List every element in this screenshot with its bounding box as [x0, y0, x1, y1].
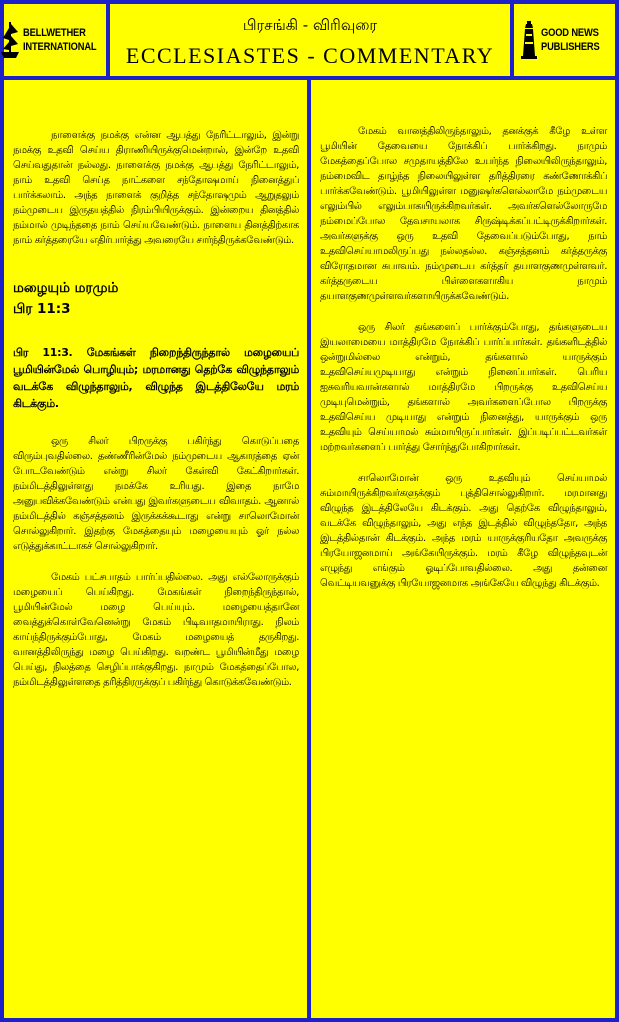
- left-paragraph-1: நாளைக்கு நமக்கு என்ன ஆபத்து நேரிட்டாலும், இன்று நமக்கு உதவி செய்ய திராணியிருக்குமென்றால், இன்றே உதவி செய்வதுதான் நல்லது. நாளைக்கு நமக்கு ஆபத்து நேரிட்டாலும், நாம் உதவி செய்த நாட்களை சந்தோஷமாய் நினைத்துப் பார்க்கலாம். அந்த நாளைக் குறித்த சந்தோஷமும் ஆறுதலும் நம்முடைய இருதயத்தில் நிரம்பியிருக்கும். இன்றைய தினத்தில் நம்மால் முடிந்ததை நாம் செய்யவேண்டும். நாளைய தினத்திற்காக நாம் கர்த்தரையே எதிர்பார்த்து அவரையே சார்ந்திருக்கவேண்டும்.: [13, 130, 299, 246]
- right-logo-line2: PUBLISHERS: [540, 41, 600, 53]
- left-logo-line1: BELLWETHER: [23, 27, 87, 39]
- left-paragraph-3: மேகம் பட்சபாதம் பார்ப்பதில்லை. அது எல்லோருக்கும் மழையைப் பெய்கிறது. மேகங்கள் நிறைந்திருந்தால், பூமியின்மேல் மழை பெய்யும். மழையைத்தானே வைத்துக்கொள்வேனென்று மேகம் பிடிவாதமாயிராது. நிலம் காய்ந்திருக்கும்போது, மேகம் மழையைத் தருகிறது. வானத்திலிருந்து மழை பெய்கிறது. வறண்ட பூமியின்மீது மழை பெய்து, நிலத்தை செழிப்பாக்குகிறது. நாமும் மேகத்தைப்போல, நம்மிடத்திலுள்ளதை தரித்திரருக்குப் பகிர்ந்து கொடுக்கவேண்டும்.: [13, 572, 299, 688]
- ship-icon: [0, 20, 20, 60]
- title-tamil: பிரசங்கி - விரிவுரை: [242, 16, 378, 34]
- bellwether-logo: [4, 4, 106, 76]
- section-heading-reference: பிர 11:3: [13, 301, 71, 317]
- right-column: [311, 80, 615, 1018]
- section-heading: [13, 278, 299, 320]
- left-paragraph-2: ஒரு சிலர் பிறருக்கு பகிர்ந்து கொடுப்பதை விரும்புவதில்லை. தண்ணீரின்மேல் நம்முடைய ஆகாரத்தை ஏன் போடவேண்டும் என்று சிலர் கேள்வி கேட்கிறார்கள். நம்மிடத்திலுள்ளது நமக்கே உரியது. இதை நாமே அனுபவிக்கவேண்டும் என்பது இவர்களுடைய விவாதம். ஆனால் நம்மிடத்தில் கஞ்சத்தனம் இருக்கக்கூடாது என்று சாலொமோன் சொல்லுகிறார். இதற்கு மேகத்தையும் மழையையும் ஓர் நல்ல எடுத்துக்காட்டாகச் சொல்லுகிறார்.: [13, 436, 299, 552]
- good-news-logo: [514, 4, 615, 76]
- page-header: [110, 4, 510, 76]
- lighthouse-icon: [520, 20, 538, 60]
- right-paragraph-2: ஒரு சிலர் தங்களைப் பார்க்கும்போது, தங்களுடைய இயலாமையை மாத்திரமே நோக்கிப் பார்ப்பார்கள். தங்களிடத்தில் ஒன்றுமில்லை என்றும், தங்களால் யாருக்கும் உதவிசெய்யமுடியாது என்றும் நினைப்பார்கள். பெரிய ஐசுவரியவான்களால் மாத்திரமே பிறருக்கு உதவிசெய்ய முடியுமென்றும், தங்களால் அவர்களைப்போல பிறருக்கு உதவிசெய்ய முடியாது என்றும் நினைத்து, யாருக்கும் ஒரு உதவியும் செய்யாமல் சும்மாயிருப்பார்கள். இப்படிப்பட்டவர்கள் மற்றவர்களைப் பார்த்து சோர்ந்துபோகிறார்கள்.: [320, 322, 607, 453]
- section-heading-title: மழையும் மரமும்: [13, 280, 119, 296]
- bible-verse: பிர 11:3. மேகங்கள் நிறைந்திருந்தால் மழையைப் பூமியின்மேல் பொழியும்; மரமானது தெற்கே விழுந்தாலும் வடக்கே விழுந்தாலும், விழுந்த இடத்திலேயே மரம் கிடக்கும்.: [13, 346, 299, 410]
- right-paragraph-3: சாலொமோன் ஒரு உதவியும் செய்யாமல் சும்மாயிருக்கிறவர்களுக்கும் புத்திசொல்லுகிறார். மரமானது விழுந்த இடத்திலேயே கிடக்கும். அது தெற்கே விழுந்தாலும், வடக்கே விழுந்தாலும், அது எந்த இடத்தில் விழுந்ததோ, அந்த இடத்தில்தான் கிடக்கும். அந்த மரம் யாருக்குரியதோ அவருக்கு பிரயோஜனமாய் அங்கேயிருக்கும். மரம் கீழே விழுந்தவுடன் எழுந்து எங்கும் ஓடிப்போவதில்லை. அது தன்னை வெட்டியவனுக்கு பிரயோஜனமாக அங்கேயே விழுந்து கிடக்கும்.: [320, 473, 607, 589]
- left-logo-line2: INTERNATIONAL: [23, 41, 97, 53]
- left-column: [4, 80, 307, 1018]
- right-logo-line1: GOOD NEWS: [540, 27, 599, 39]
- right-paragraph-1: மேகம் வானத்திலிருந்தாலும், தனக்குக் கீழே உள்ள பூமியின் தேவையை நோக்கிப் பார்க்கிறது. நாமும் மேகத்தைப்போல சமுதாயத்திலே உயர்ந்த நிலையிலிருந்தாலும், நம்மைவிட தாழ்ந்த நிலையிலுள்ள தரித்திரரை கண்ணோக்கிப் பார்க்கவேண்டும். பூமியிலுள்ள மனுஷர்களெல்லாமே நம்முடைய எலும்பில் எலும்பாகயிருக்கிறவர்கள். அவர்களெல்லோருமே நம்மைப்போல தேவசாயலாக சிருஷ்டிக்கப்பட்டிருக்கிறார்கள். அவர்களுக்கு ஒரு உதவி தேவைப்படும்போது, நாம் உதவிசெய்யாமலிருப்பது நல்லதல்ல. கஞ்சத்தனம் கர்த்தருக்கு விரோதமான சுபாவம். நம்முடைய கர்த்தர் தயாளகுணமுள்ளவர். கர்த்தருடைய பிள்ளைகளாகிய நாமும் தயாளகுணமுள்ளவர்களாயிருக்கவேண்டும்.: [320, 126, 607, 302]
- title-english: ECCLESIASTES - COMMENTARY: [125, 43, 495, 68]
